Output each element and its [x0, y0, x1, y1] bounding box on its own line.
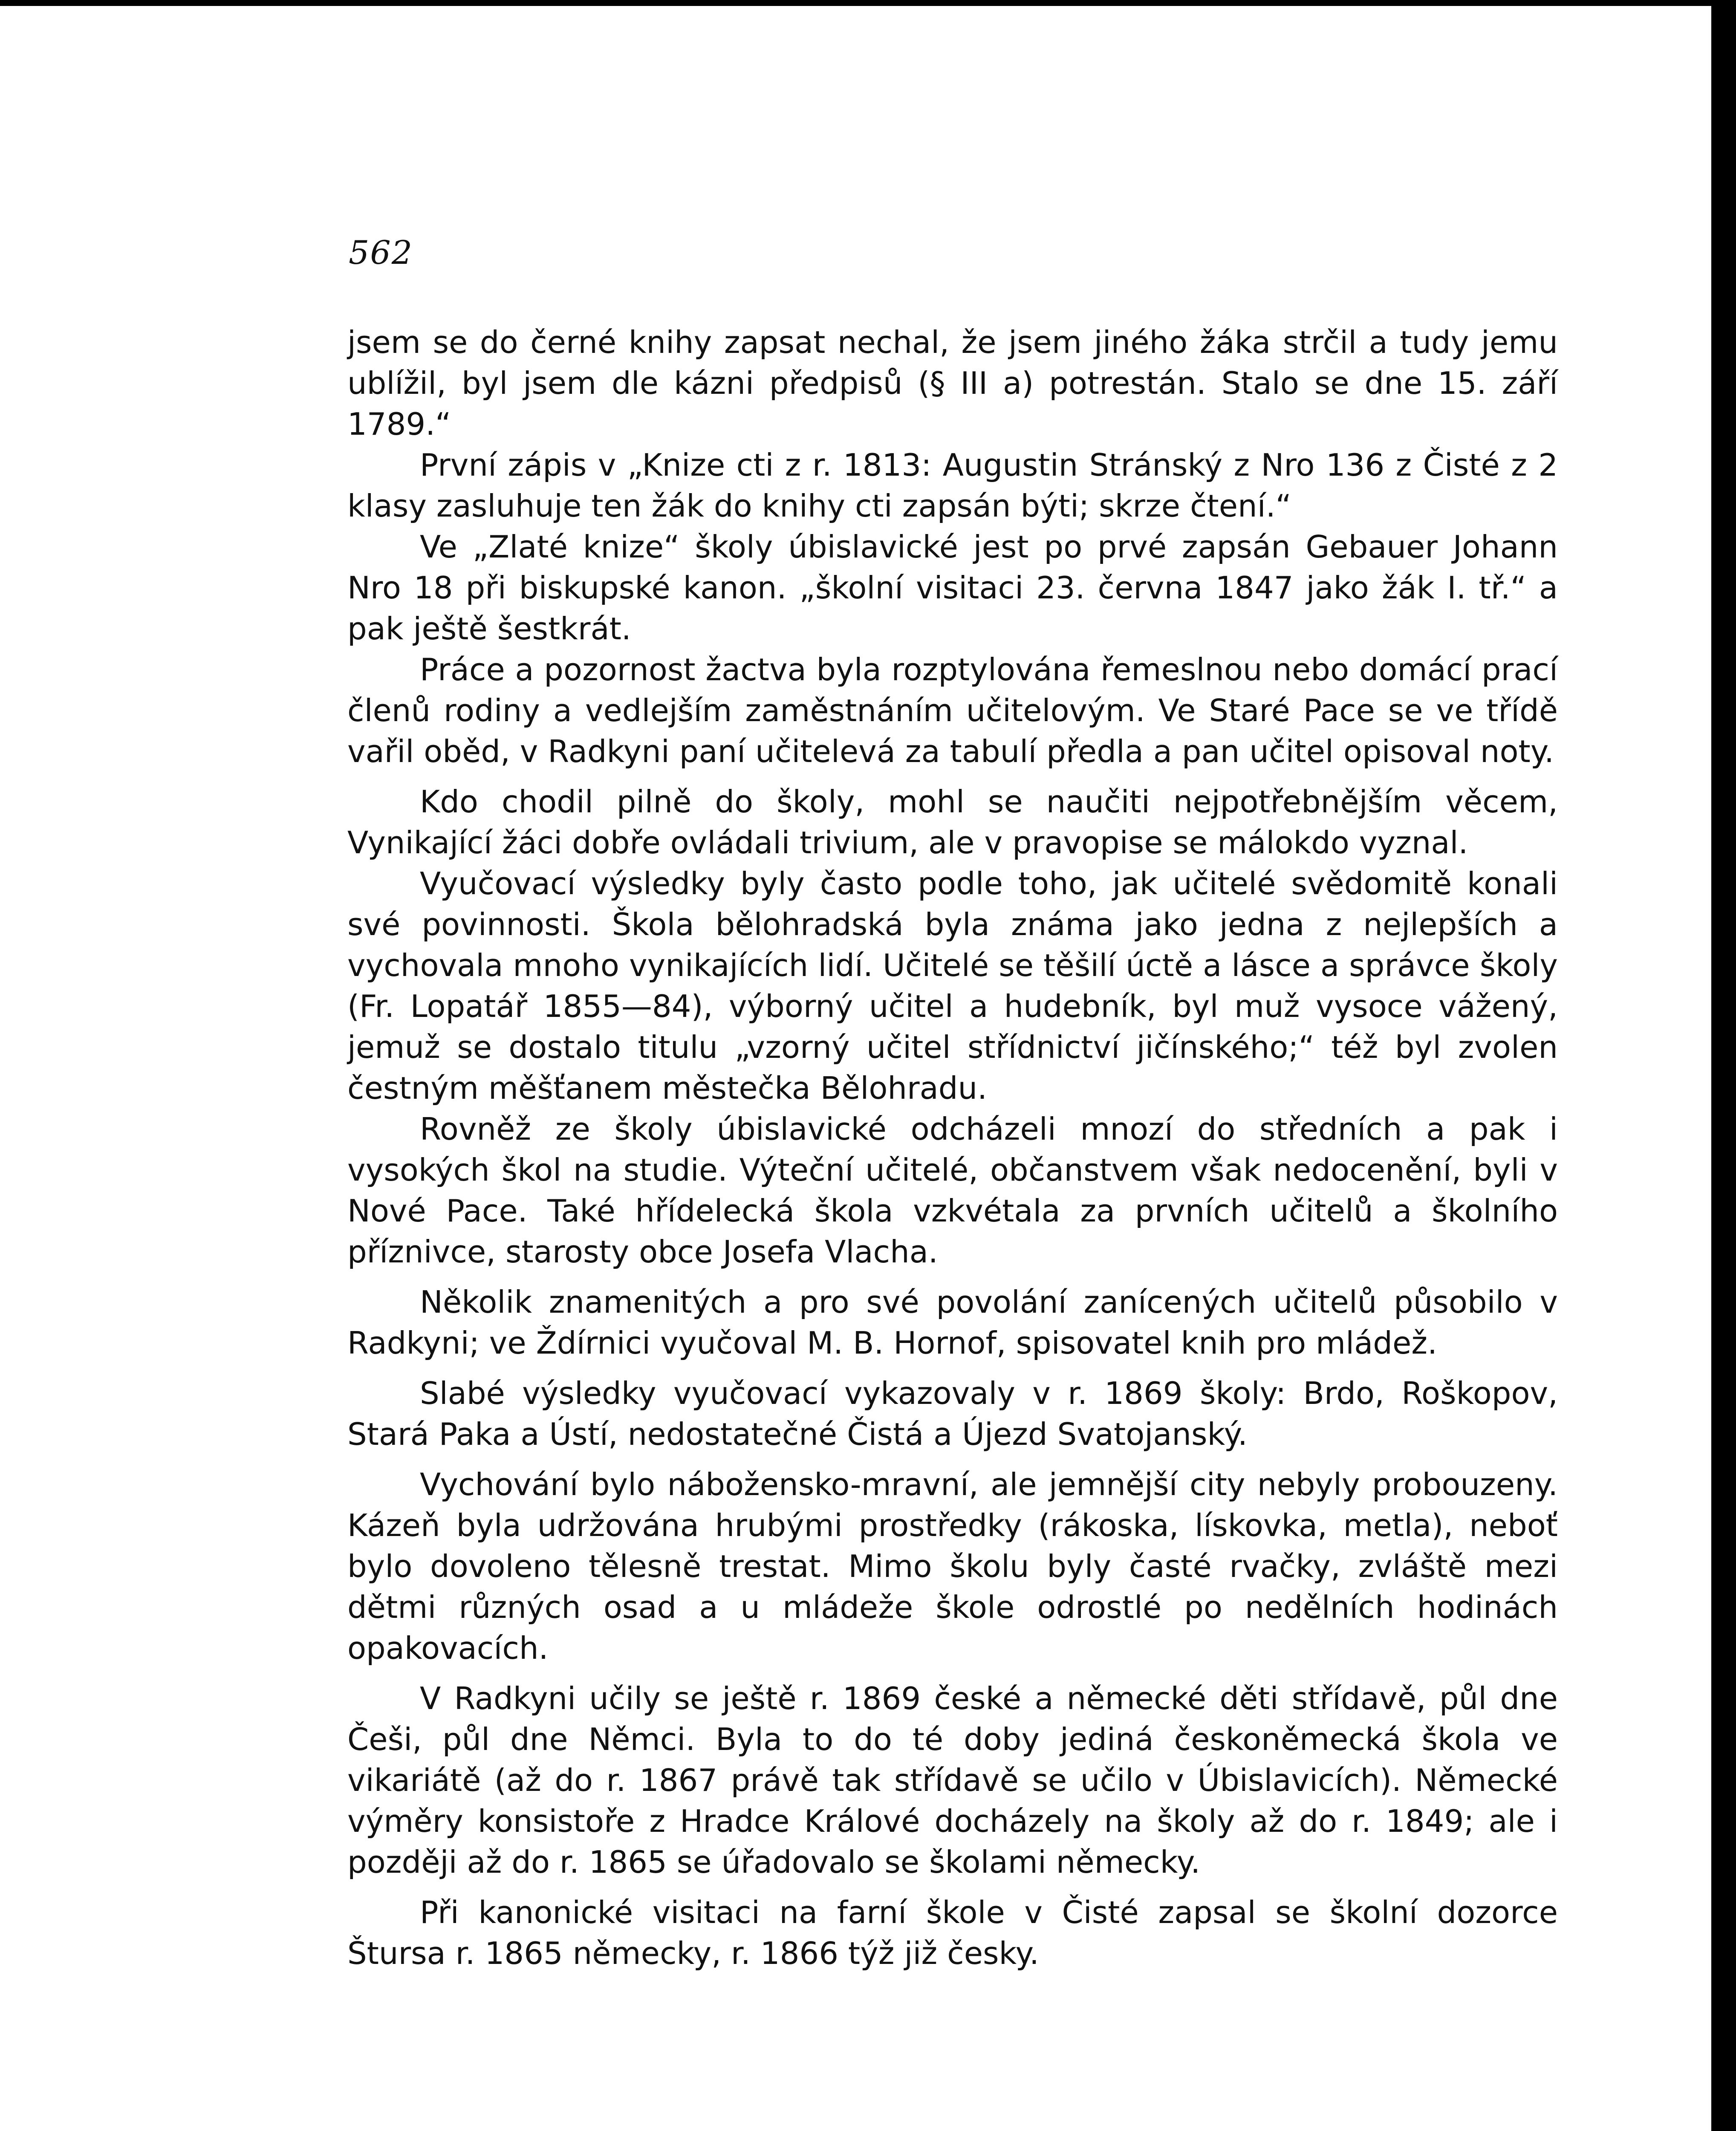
paragraph-11: V Radkyni učily se ještě r. 1869 české a německé děti střídavě, půl dne Češi, půl dne Němci. Byla to do té doby jediná českoněmecká škola ve vikariátě (až do r. 1867 právě tak střídavě se učilo v Úbislavicích). Německé výměry konsistoře z Hradce Králové docházely na školy až do r. 1849; ale i později až do r. 1865 se úřadovalo se školami německy.: [347, 1681, 1558, 1880]
paragraph-6: Vyučovací výsledky byly často podle toho, jak učitelé svědomitě konali své povinnosti. Škola bělohradská byla známa jako jedna z nejlepších a vychovala mnoho vynikajících lidí. Učitelé se těšilí úctě a lásce a správce školy (Fr. Lopatář 1855—84), výborný učitel a hudebník, byl muž vysoce vážený, jemuž se dostalo titulu „vzorný učitel střídnictví jičínského;“ též byl zvolen čestným měšťanem městečka Bělohradu.: [347, 866, 1558, 1106]
paragraph-12: Při kanonické visitaci na farní škole v Čisté zapsal se školní dozorce Štursa r. 1865 německy, r. 1866 týž již česky.: [347, 1894, 1558, 1971]
page-number: 562: [349, 234, 413, 271]
paragraph-10: Vychování bylo nábožensko-mravní, ale jemnější city nebyly probouzeny. Kázeň byla udržována hrubými prostředky (rákoska, lískovka, metla), neboť bylo dovoleno tělesně trestat. Mimo školu byly časté rvačky, zvláště mezi dětmi různých osad a u mládeže škole odrostlé po nedělních hodinách opakovacích.: [347, 1467, 1558, 1666]
paragraph-7: Rovněž ze školy úbislavické odcházeli mnozí do středních a pak i vysokých škol na studie. Výteční učitelé, občanstvem však nedocenění, byli v Nové Pace. Také hřídelecká škola vzkvétala za prvních učitelů a školního příznivce, starosty obce Josefa Vlacha.: [347, 1111, 1558, 1270]
paragraph-2: První zápis v „Knize cti z r. 1813: Augustin Stránský z Nro 136 z Čisté z 2 klasy zasluhuje ten žák do knihy cti zapsán býti; skrze čtení.“: [347, 447, 1558, 524]
body-text: [347, 322, 1558, 1974]
paragraph-3: Ve „Zlaté knize“ školy úbislavické jest po prvé zapsán Gebauer Johann Nro 18 při biskupské kanon. „školní visitaci 23. června 1847 jako žák I. tř.“ a pak ještě šestkrát.: [347, 529, 1558, 647]
paragraph-5: Kdo chodil pilně do školy, mohl se naučiti nejpotřebnějším věcem, Vynikající žáci dobře ovládali trivium, ale v pravopise se málokdo vyznal.: [347, 784, 1558, 860]
scan-border-top: [0, 0, 1736, 6]
paragraph-4: Práce a pozornost žactva byla rozptylována řemeslnou nebo domácí prací členů rodiny a vedlejším zaměstnáním učitelovým. Ve Staré Pace se ve třídě vařil oběd, v Radkyni paní učitelevá za tabulí předla a pan učitel opisoval noty.: [347, 652, 1558, 769]
paragraph-9: Slabé výsledky vyučovací vykazovaly v r. 1869 školy: Brdo, Roškopov, Stará Paka a Ústí, nedostatečné Čistá a Újezd Svatojanský.: [347, 1375, 1558, 1452]
paragraph-1: jsem se do černé knihy zapsat nechal, že jsem jiného žáka strčil a tudy jemu ublížil, byl jsem dle kázni předpisů (§ III a) potrestán. Stalo se dne 15. září 1789.“: [347, 324, 1558, 442]
paragraph-8: Několik znamenitých a pro své povolání zanícených učitelů působilo v Radkyni; ve Ždírnici vyučoval M. B. Hornof, spisovatel knih pro mládež.: [347, 1284, 1558, 1361]
scan-border-right: [1711, 0, 1736, 2131]
